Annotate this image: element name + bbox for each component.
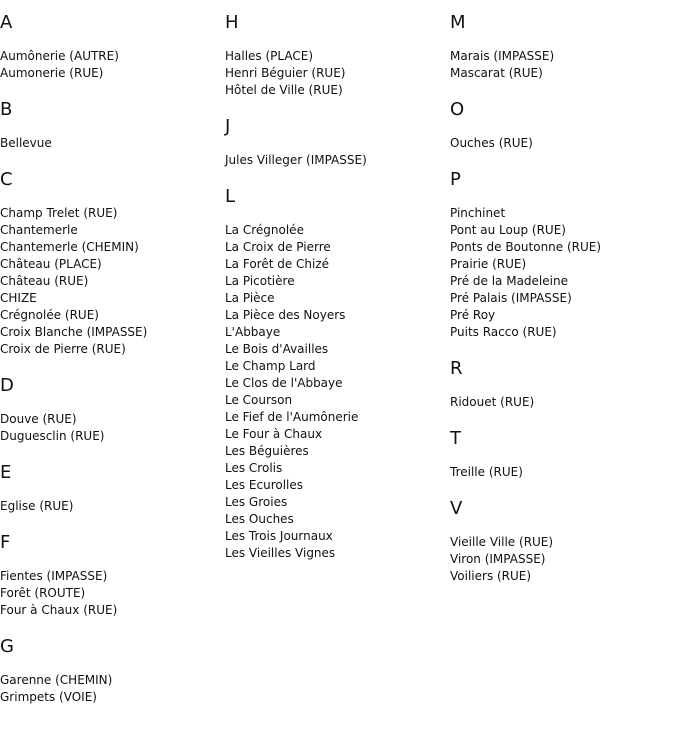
street-list <box>450 135 670 152</box>
street-name: La Pièce des Noyers <box>225 308 346 322</box>
index-column <box>0 0 220 706</box>
street-name: Le Champ Lard <box>225 359 316 373</box>
street-name: Voiliers (RUE) <box>450 569 532 583</box>
letter-section <box>225 12 445 99</box>
section-letter-heading: G <box>0 636 14 657</box>
street-name: Les Ecurolles <box>225 478 304 492</box>
letter-section <box>450 498 670 585</box>
street-name: Fientes (IMPASSE) <box>0 569 108 583</box>
street-name: Hôtel de Ville (RUE) <box>225 83 343 97</box>
street-name: Pinchinet <box>450 206 506 220</box>
street-name: Jules Villeger (IMPASSE) <box>225 153 367 167</box>
street-list <box>0 205 220 358</box>
street-name: Le Four à Chaux <box>225 427 323 441</box>
street-list <box>225 222 445 562</box>
section-letter-heading: C <box>0 169 13 190</box>
street-list <box>0 672 220 706</box>
street-name: Pont au Loup (RUE) <box>450 223 566 237</box>
street-name: Les Ouches <box>225 512 294 526</box>
letter-section <box>0 636 220 706</box>
letter-section <box>0 169 220 358</box>
street-name: Pré Roy <box>450 308 496 322</box>
street-name: Treille (RUE) <box>450 465 523 479</box>
street-list <box>0 411 220 445</box>
street-name: Prairie (RUE) <box>450 257 527 271</box>
letter-section <box>0 99 220 152</box>
street-name: Four à Chaux (RUE) <box>0 603 118 617</box>
street-name: Les Trois Journaux <box>225 529 333 543</box>
section-letter-heading: T <box>450 428 461 449</box>
street-name: Henri Béguier (RUE) <box>225 66 346 80</box>
section-letter-heading: B <box>0 99 13 120</box>
street-name: Aumônerie (AUTRE) <box>0 49 119 63</box>
street-name: La Picotière <box>225 274 295 288</box>
section-letter-heading: A <box>0 12 13 33</box>
street-name: Forêt (ROUTE) <box>0 586 86 600</box>
section-letter-heading: D <box>0 375 14 396</box>
section-letter-heading: F <box>0 532 11 553</box>
index-column <box>450 0 670 585</box>
letter-section <box>0 12 220 82</box>
street-list <box>0 568 220 619</box>
street-name: Vieille Ville (RUE) <box>450 535 554 549</box>
street-name: Le Bois d'Availles <box>225 342 329 356</box>
section-letter-heading: P <box>450 169 461 190</box>
letter-section <box>0 375 220 445</box>
street-name: Marais (IMPASSE) <box>450 49 555 63</box>
street-list <box>225 152 445 169</box>
street-name: Viron (IMPASSE) <box>450 552 546 566</box>
letter-section <box>0 532 220 619</box>
street-name: La Crégnolée <box>225 223 304 237</box>
street-name: Chantemerle (CHEMIN) <box>0 240 139 254</box>
street-name: Eglise (RUE) <box>0 499 74 513</box>
street-list <box>450 464 670 481</box>
street-name: Ouches (RUE) <box>450 136 533 150</box>
section-letter-heading: O <box>450 99 465 120</box>
street-name: Puits Racco (RUE) <box>450 325 557 339</box>
letter-section <box>0 462 220 515</box>
street-list <box>450 534 670 585</box>
street-name: Mascarat (RUE) <box>450 66 543 80</box>
street-name: Chantemerle <box>0 223 78 237</box>
street-name: L'Abbaye <box>225 325 281 339</box>
street-name: Douve (RUE) <box>0 412 77 426</box>
letter-section <box>450 12 670 82</box>
street-list <box>450 48 670 82</box>
letter-section <box>225 116 445 169</box>
street-name: Château (PLACE) <box>0 257 102 271</box>
street-name: La Forêt de Chizé <box>225 257 330 271</box>
street-name: Les Béguières <box>225 444 309 458</box>
section-letter-heading: J <box>225 116 231 137</box>
street-name: La Croix de Pierre <box>225 240 331 254</box>
section-letter-heading: L <box>225 186 236 207</box>
section-letter-heading: E <box>0 462 12 483</box>
street-name: Garenne (CHEMIN) <box>0 673 113 687</box>
letter-section <box>450 428 670 481</box>
letter-section <box>450 358 670 411</box>
street-name: Le Courson <box>225 393 293 407</box>
street-name: Croix Blanche (IMPASSE) <box>0 325 148 339</box>
street-list <box>0 135 220 152</box>
street-name: Halles (PLACE) <box>225 49 314 63</box>
street-name: Croix de Pierre (RUE) <box>0 342 126 356</box>
street-name: Les Crolis <box>225 461 283 475</box>
section-letter-heading: H <box>225 12 239 33</box>
street-name: CHIZE <box>0 291 37 305</box>
street-name: Les Vieilles Vignes <box>225 546 336 560</box>
street-name: Ponts de Boutonne (RUE) <box>450 240 602 254</box>
section-letter-heading: R <box>450 358 463 379</box>
street-list <box>0 498 220 515</box>
street-name: Crégnolée (RUE) <box>0 308 99 322</box>
street-name: Le Fief de l'Aumônerie <box>225 410 359 424</box>
street-name: La Pièce <box>225 291 275 305</box>
street-name: Aumonerie (RUE) <box>0 66 104 80</box>
section-letter-heading: M <box>450 12 466 33</box>
street-name: Pré Palais (IMPASSE) <box>450 291 572 305</box>
street-list <box>450 394 670 411</box>
street-list <box>0 48 220 82</box>
street-name: Château (RUE) <box>0 274 89 288</box>
index-column <box>225 0 445 562</box>
street-name: Grimpets (VOIE) <box>0 690 97 704</box>
street-list <box>225 48 445 99</box>
street-name: Champ Trelet (RUE) <box>0 206 118 220</box>
section-letter-heading: V <box>450 498 463 519</box>
street-name: Ridouet (RUE) <box>450 395 535 409</box>
street-name: Bellevue <box>0 136 52 150</box>
letter-section <box>450 99 670 152</box>
letter-section <box>450 169 670 341</box>
street-name: Le Clos de l'Abbaye <box>225 376 343 390</box>
street-name: Pré de la Madeleine <box>450 274 568 288</box>
street-name: Duguesclin (RUE) <box>0 429 105 443</box>
letter-section <box>225 186 445 562</box>
street-list <box>450 205 670 341</box>
street-name: Les Groies <box>225 495 288 509</box>
